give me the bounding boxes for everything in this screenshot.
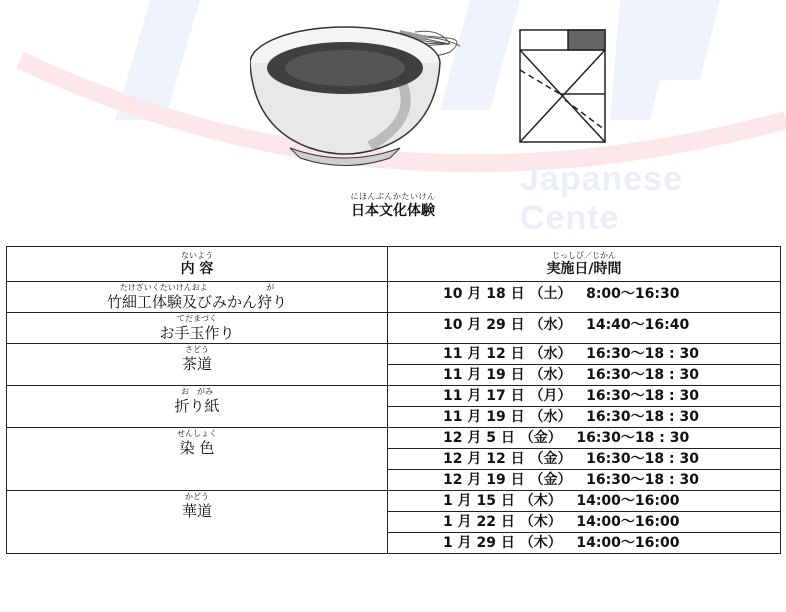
- activity-date: 1 月 22 日 （木） 14:00～16:00: [388, 512, 781, 533]
- title-block: [0, 192, 786, 220]
- activity-name: 華道: [181, 502, 212, 520]
- activity-date: 11 月 17 日 （月） 16:30～18 : 30: [388, 386, 781, 407]
- activity-name: 染 色: [179, 439, 215, 457]
- activity-ruby: せんしょく: [177, 429, 217, 438]
- activity-ruby: お がみ: [181, 387, 213, 396]
- table-row: [7, 282, 781, 313]
- activity-name: 折り紙: [174, 397, 220, 415]
- table-row: [7, 313, 781, 344]
- tea-bowl-illustration: [250, 8, 620, 178]
- activity-date: 11 月 19 日 （水） 16:30～18 : 30: [388, 407, 781, 428]
- activity-name-cell: [7, 491, 388, 554]
- activity-name-cell: [7, 386, 388, 428]
- header-content-label: 内 容: [180, 261, 214, 277]
- title-ruby: にほんぶんかたいけん: [350, 192, 436, 201]
- activity-date: 10 月 29 日 （水） 14:40～16:40: [388, 313, 781, 344]
- activity-ruby: てだまづく: [177, 314, 217, 323]
- activity-name: お手玉作り: [159, 324, 235, 342]
- activity-date: 1 月 15 日 （木） 14:00～16:00: [388, 491, 781, 512]
- table-row: [7, 386, 781, 407]
- activity-name-cell: [7, 313, 388, 344]
- header-datetime-label: 実施日/時間: [546, 261, 622, 277]
- activity-ruby: さどう: [185, 345, 209, 354]
- header-datetime-cell: [388, 247, 781, 282]
- table-row: [7, 491, 781, 512]
- activity-date: 12 月 12 日 （金） 16:30～18 : 30: [388, 449, 781, 470]
- activity-ruby: たけざいくたいけんおよ が: [119, 283, 275, 292]
- page-title: 日本文化体験: [351, 203, 435, 219]
- table-row: [7, 344, 781, 365]
- activity-name-cell: [7, 282, 388, 313]
- header-content-cell: [7, 247, 388, 282]
- activity-date: 12 月 19 日 （金） 16:30～18 : 30: [388, 470, 781, 491]
- activity-date: 1 月 29 日 （木） 14:00～16:00: [388, 533, 781, 554]
- activity-name-cell: [7, 344, 388, 386]
- activity-date: 12 月 5 日 （金） 16:30～18 : 30: [388, 428, 781, 449]
- header-content-ruby: ないよう: [181, 251, 213, 260]
- table-header-row: [7, 247, 781, 282]
- watermark-text: Japanese Cente: [520, 160, 683, 237]
- activity-name: 茶道: [181, 355, 212, 373]
- table-row: [7, 428, 781, 449]
- schedule-table: [6, 246, 781, 554]
- activity-name: 竹細工体験及びみかん狩り: [106, 293, 287, 311]
- activity-name-cell: [7, 428, 388, 491]
- activity-ruby: かどう: [185, 492, 209, 501]
- activity-date: 10 月 18 日 （土） 8:00～16:30: [388, 282, 781, 313]
- activity-date: 11 月 19 日 （水） 16:30～18 : 30: [388, 365, 781, 386]
- activity-date: 11 月 12 日 （水） 16:30～18 : 30: [388, 344, 781, 365]
- header-datetime-ruby: じっしび／じかん: [552, 251, 616, 260]
